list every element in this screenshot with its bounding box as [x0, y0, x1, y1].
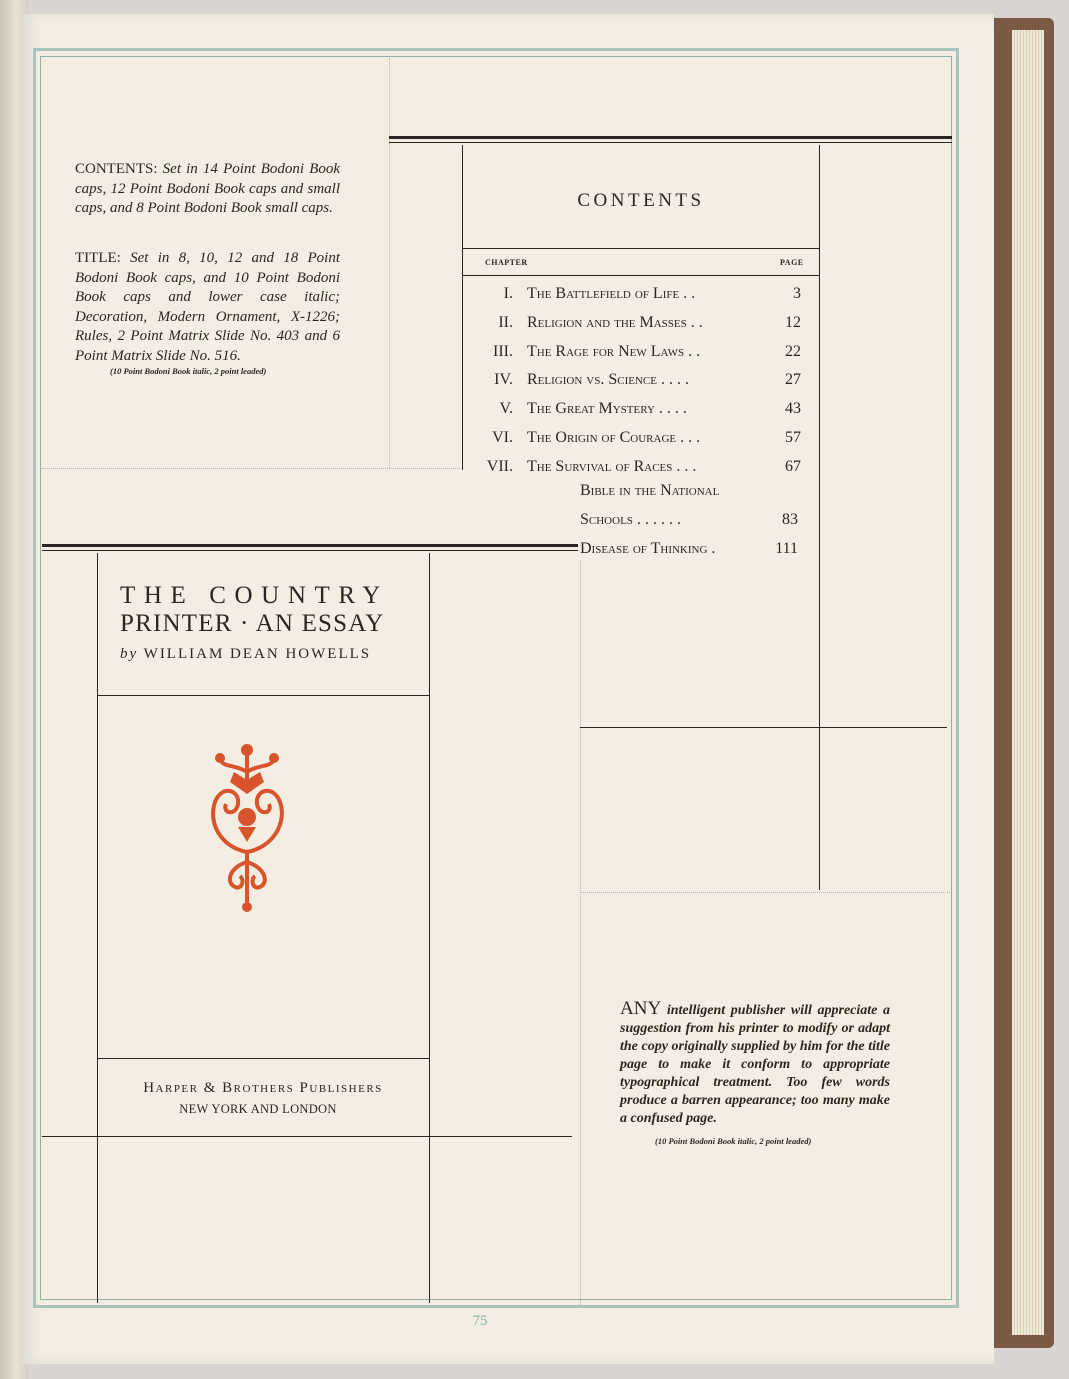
chapter-title: The Origin of Courage . . . [527, 429, 701, 446]
chapter-page: 57 [785, 429, 801, 446]
chapter-page: 111 [775, 539, 798, 557]
contents-row-continued [580, 482, 802, 508]
chapter-title: The Great Mystery . . . . [527, 400, 687, 418]
contents-note [75, 160, 340, 219]
contents-rule [462, 275, 820, 276]
chapter-title: Bible in the National [580, 482, 720, 499]
byline-author: WILLIAM DEAN HOWELLS [143, 646, 372, 662]
title-rule [97, 695, 430, 696]
chapter-number: I. [503, 285, 513, 302]
chapter-page: 22 [785, 342, 801, 360]
page-column-header: PAGE [780, 258, 804, 267]
contents-note-text: Set in 14 Point Bodoni Book caps, 12 Point Bodoni Book caps and small caps, and 8 Point Bodoni Book small caps. [75, 161, 341, 216]
chapter-number: V. [499, 400, 513, 418]
title-top-rule [42, 544, 578, 547]
guide-line [42, 468, 460, 469]
publisher-name: Harper & Brothers Publishers [143, 1080, 383, 1096]
publisher-note [620, 1000, 890, 1128]
page-stack [1012, 30, 1044, 1335]
grid-rule [580, 727, 947, 728]
chapter-number: VII. [486, 457, 513, 475]
title-line-2: PRINTER · AN ESSAY [120, 610, 385, 637]
chapter-page: 27 [785, 371, 801, 389]
spec-bottom: (10 Point Bodoni Book italic, 2 point leaded) [655, 1136, 812, 1146]
page-number: 75 [472, 1313, 488, 1329]
contents-row [463, 343, 803, 369]
title-left-rule [97, 553, 98, 1303]
byline-by: by [120, 646, 139, 662]
chapter-page: 83 [782, 510, 798, 528]
contents-title: CONTENTS [577, 190, 705, 211]
guide-line [389, 58, 390, 468]
ornament-icon [200, 742, 295, 912]
chapter-page: 3 [793, 285, 801, 302]
title-note [75, 249, 340, 366]
grid-rule [42, 1136, 572, 1137]
chapter-title: The Battlefield of Life . . [527, 285, 696, 302]
title-line-1: THE COUNTRY [120, 582, 389, 609]
contents-top-rule [389, 142, 952, 143]
contents-row [463, 371, 803, 397]
title-note-text: Set in 8, 10, 12 and 18 Point Bodoni Book caps, and 10 Point Bodoni Book caps and lower case italic; Decoration, Modern Ornament, X-1226; Rules, 2 Point Matrix Slide No. 403 and 6 Point Matrix Slide No. 516. [75, 250, 340, 364]
title-note-label: TITLE: [75, 250, 121, 266]
chapter-title: The Rage for New Laws . . [527, 342, 701, 360]
guide-line [580, 560, 581, 1305]
spec-top: (10 Point Bodoni Book italic, 2 point leaded) [110, 366, 267, 376]
title-top-rule [42, 550, 578, 551]
contents-row-continued [580, 511, 802, 537]
title-right-rule [429, 553, 430, 1303]
publisher-note-text: intelligent publisher will appreciate a suggestion from his printer to modify or adapt the copy originally supplied by him for the title page to make it conform to appropriate typographical treatment. Too few words produce a barren appearance; too many make a confused page. [620, 1003, 891, 1126]
chapter-page: 67 [785, 457, 801, 475]
contents-row [463, 285, 803, 311]
contents-top-rule [389, 136, 952, 139]
contents-rule [462, 248, 820, 249]
chapter-title: The Survival of Races . . . [527, 457, 697, 475]
chapter-number: VI. [492, 429, 513, 446]
chapter-title: Schools . . . . . . [580, 510, 681, 528]
publisher-note-initial: ANY [620, 998, 662, 1019]
chapter-page: 43 [785, 400, 801, 418]
byline [120, 646, 371, 663]
contents-right-rule [819, 145, 820, 890]
chapter-title: Religion vs. Science . . . . [527, 371, 689, 389]
chapter-number: II. [498, 313, 513, 331]
contents-row [463, 400, 803, 426]
guide-line [580, 892, 950, 893]
publisher-city: NEW YORK AND LONDON [179, 1102, 337, 1116]
contents-row [463, 429, 803, 455]
contents-row-continued [580, 540, 802, 566]
contents-list [463, 285, 803, 475]
chapter-number: III. [493, 342, 513, 360]
chapter-title: Religion and the Masses . . [527, 313, 703, 331]
chapter-title: Disease of Thinking . [580, 539, 716, 557]
contents-row [463, 314, 803, 340]
chapter-column-header: CHAPTER [485, 258, 528, 267]
contents-row [463, 458, 803, 475]
contents-note-label: CONTENTS: [75, 161, 158, 177]
title-rule [97, 1058, 430, 1059]
chapter-page: 12 [785, 313, 801, 331]
chapter-number: IV. [494, 371, 513, 389]
